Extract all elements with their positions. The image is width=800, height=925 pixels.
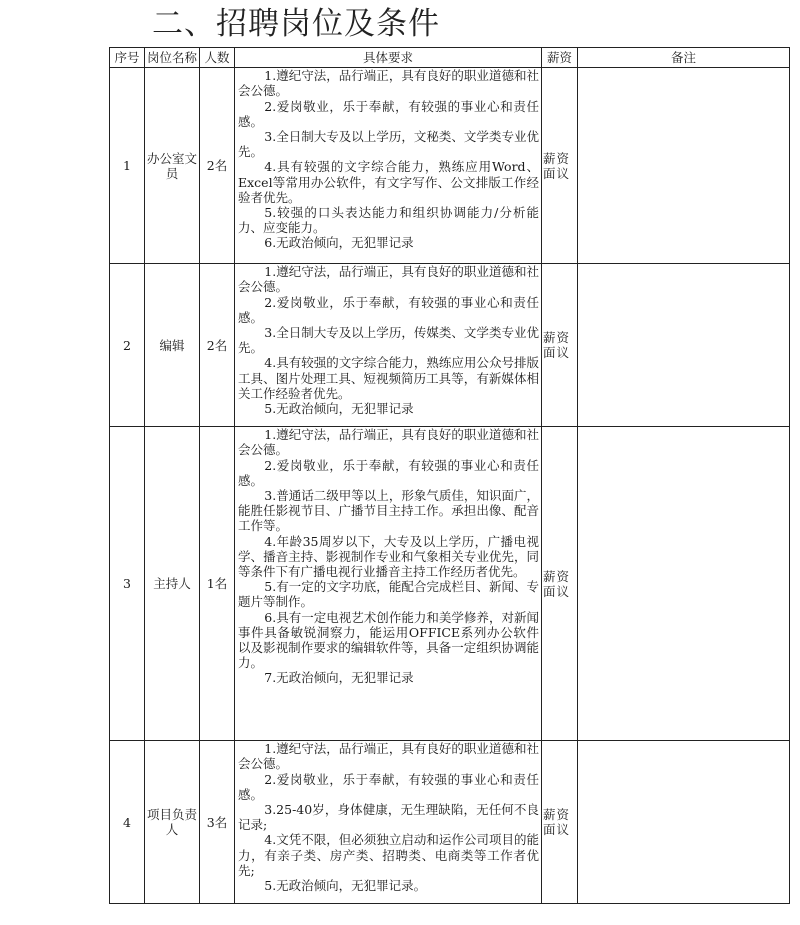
row-number: 2: [110, 264, 145, 427]
requirement-item: 3.全日制大专及以上学历，传媒类、文学类专业优先。: [238, 325, 539, 356]
requirement-item: 2.爱岗敬业，乐于奉献，有较强的事业心和责任感。: [238, 771, 539, 802]
requirement-item: 7.无政治倾向，无犯罪记录: [264, 670, 414, 686]
table-row: [110, 68, 790, 264]
requirement-item: 3.25-40岁，身体健康，无生理缺陷，无任何不良记录;: [238, 802, 539, 833]
position-name: 主持人: [145, 427, 200, 741]
requirement-item: 4.文凭不限，但必须独立启动和运作公司项目的能力，有亲子类、房产类、招聘类、电商类等工作者优先;: [238, 832, 539, 878]
headcount: 2名: [200, 264, 235, 427]
recruitment-table: [109, 47, 790, 904]
requirement-item: 4.年龄35周岁以下，大专及以上学历，广播电视学、播音主持、影视制作专业和气象相关专业优先，同等条件下有广播电视行业播音主持工作经历者优先。: [238, 533, 539, 580]
requirement-item: 4.具有较强的文字综合能力，熟练应用Word、Excel等常用办公软件，有文字写作、公文排版工作经验者优先。: [238, 159, 539, 205]
position-name: 编辑: [145, 264, 200, 427]
table-header-row: [110, 48, 790, 68]
salary-cell: 薪资面议: [542, 427, 578, 741]
row-number: 3: [110, 427, 145, 741]
salary-cell: 薪资面议: [542, 68, 578, 264]
position-name: 项目负责人: [145, 741, 200, 904]
requirement-item: 1.遵纪守法，品行端正，具有良好的职业道德和社会公德。: [238, 264, 539, 295]
header-salary: 薪资: [542, 48, 578, 68]
note-cell: [578, 264, 790, 427]
header-requirements: 具体要求: [235, 48, 542, 68]
requirements-cell: [235, 741, 542, 904]
salary-cell: 薪资面议: [542, 741, 578, 904]
header-note: 备注: [578, 48, 790, 68]
requirement-item: 2.爱岗敬业，乐于奉献，有较强的事业心和责任感。: [238, 457, 539, 488]
requirement-item: 5.无政治倾向，无犯罪记录: [264, 401, 414, 417]
headcount: 2名: [200, 68, 235, 264]
header-count: 人数: [200, 48, 235, 68]
requirement-item: 1.遵纪守法，品行端正，具有良好的职业道德和社会公德。: [238, 427, 539, 458]
headcount: 3名: [200, 741, 235, 904]
requirement-item: 1.遵纪守法，品行端正，具有良好的职业道德和社会公德。: [238, 741, 539, 772]
requirement-item: 1.遵纪守法，品行端正，具有良好的职业道德和社会公德。: [238, 68, 539, 99]
note-cell: [578, 427, 790, 741]
table-row: [110, 741, 790, 904]
requirement-item: 5.有一定的文字功底，能配合完成栏目、新闻、专题片等制作。: [238, 579, 539, 610]
requirement-item: 2.爱岗敬业，乐于奉献，有较强的事业心和责任感。: [238, 294, 539, 325]
requirements-cell: [235, 427, 542, 741]
note-cell: [578, 741, 790, 904]
header-no: 序号: [110, 48, 145, 68]
requirement-item: 3.普通话二级甲等以上，形象气质佳，知识面广，能胜任影视节目、广播节目主持工作。承担出像、配音工作等。: [238, 488, 539, 534]
header-position: 岗位名称: [145, 48, 200, 68]
requirement-item: 4.具有较强的文字综合能力，熟练应用公众号排版工具、图片处理工具、短视频简历工具等，有新媒体相关工作经验者优先。: [238, 355, 539, 401]
headcount: 1名: [200, 427, 235, 741]
requirement-item: 3.全日制大专及以上学历，文秘类、文学类专业优先。: [238, 129, 539, 160]
note-cell: [578, 68, 790, 264]
salary-cell: 薪资面议: [542, 264, 578, 427]
requirement-item: 6.具有一定电视艺术创作能力和美学修养，对新闻事件具备敏锐洞察力，能运用OFFICE系列办公软件以及影视制作要求的编辑软件等，具备一定组织协调能力。: [238, 609, 539, 671]
requirement-item: 6.无政治倾向，无犯罪记录: [264, 235, 414, 251]
requirement-item: 2.爱岗敬业，乐于奉献，有较强的事业心和责任感。: [238, 98, 539, 129]
row-number: 1: [110, 68, 145, 264]
requirements-cell: [235, 68, 542, 264]
requirement-item: 5.无政治倾向，无犯罪记录。: [264, 878, 427, 894]
page-title: 二、招聘岗位及条件: [152, 6, 440, 42]
table-row: [110, 427, 790, 741]
requirement-item: 5.较强的口头表达能力和组织协调能力/分析能力、应变能力。: [238, 205, 539, 236]
position-name: 办公室文员: [145, 68, 200, 264]
table-row: [110, 264, 790, 427]
row-number: 4: [110, 741, 145, 904]
requirements-cell: [235, 264, 542, 427]
